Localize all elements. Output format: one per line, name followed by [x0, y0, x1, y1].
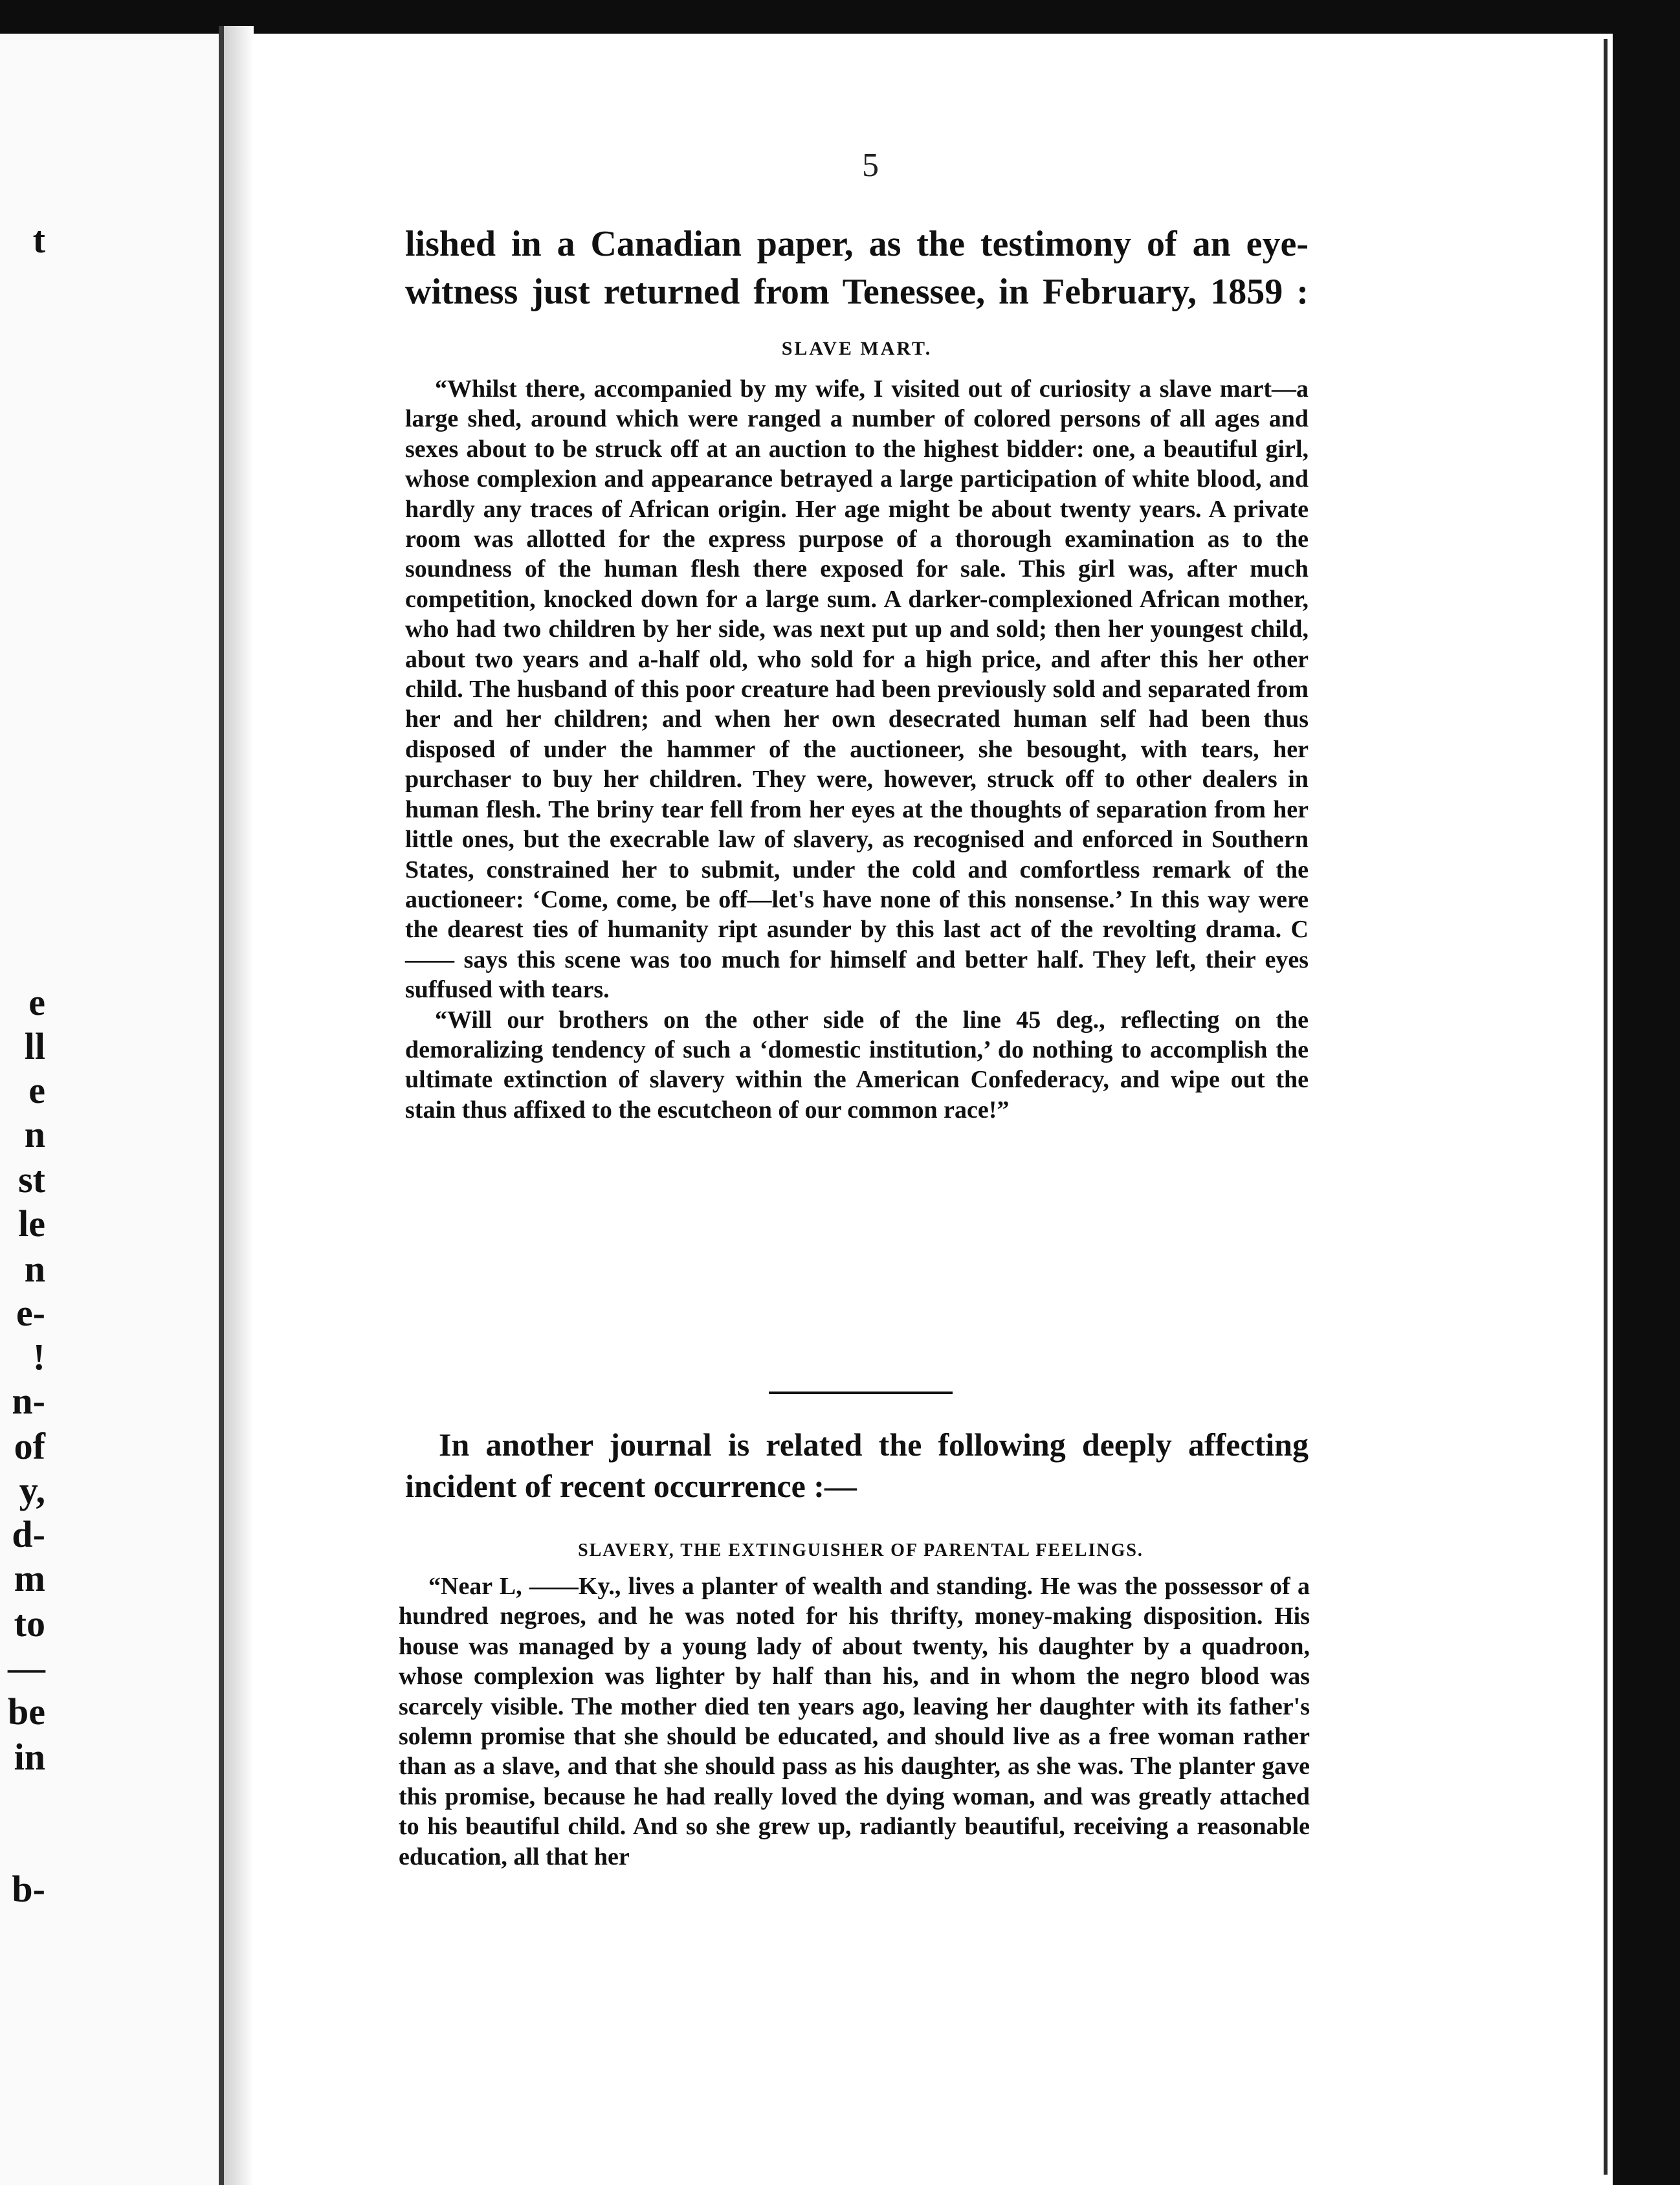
left-fragment: ll: [24, 1025, 45, 1067]
left-fragment: b-: [12, 1868, 45, 1910]
left-fragment: y,: [19, 1469, 45, 1511]
page-number: 5: [862, 147, 879, 184]
left-fragment: m: [14, 1557, 45, 1599]
left-fragment: to: [14, 1603, 45, 1645]
scan-right-border: [1613, 26, 1680, 2185]
left-fragment: n-: [12, 1380, 45, 1422]
left-fragment: t: [32, 219, 45, 261]
section-divider: [769, 1392, 953, 1394]
left-fragment: e-: [16, 1292, 45, 1334]
book-gutter-line: [219, 26, 224, 2185]
paragraph: “Will our brothers on the other side of the line 45 deg., reflecting on the demoralizing tendency of such a ‘domestic institution,’ do nothing to accomplish the ultimate extinction of slavery within the American Confederacy, and wipe out the stain thus affixed to the escutcheon of our common race!”: [405, 1006, 1309, 1124]
paragraph: “Near L, ——Ky., lives a planter of wealth and standing. He was the possessor of a hundred negroes, and he was noted for his thrifty, money-making disposition. His house was managed by a young lady of about twenty, his daughter by a quadroon, whose complexion was lighter by half than his, and in whom the negro blood was scarcely visible. The mother died ten years ago, leaving her daughter with its father's solemn promise that she should be educated, and should live as a free woman rather than as a slave, and that she should pass as his daughter, as she was. The planter gave this promise, because he had really loved the dying woman, and was greatly attached to his beautiful child. And so she grew up, radiantly beautiful, receiving a reasonable education, all that her: [399, 1573, 1310, 1870]
left-fragment: e: [28, 981, 45, 1023]
book-gutter-shadow: [224, 26, 254, 2185]
left-fragment: n: [24, 1113, 45, 1155]
left-fragment: be: [8, 1691, 45, 1733]
left-fragment: !: [32, 1336, 45, 1378]
left-fragment: le: [18, 1203, 45, 1245]
left-fragment: n: [24, 1248, 45, 1290]
section-heading-extinguisher: SLAVERY, THE EXTINGUISHER OF PARENTAL FEELINGS.: [578, 1540, 1144, 1560]
left-fragment: of: [14, 1425, 45, 1467]
left-fragment: —: [8, 1647, 45, 1689]
left-fragment: in: [14, 1736, 45, 1778]
left-fragment: e: [28, 1069, 45, 1111]
section-intro-paragraph: [405, 1424, 1309, 1507]
left-fragment: d-: [12, 1513, 45, 1555]
section-body-slave-mart: [405, 374, 1309, 1125]
section-body-extinguisher: [399, 1571, 1310, 1872]
paragraph: “Whilst there, accompanied by my wife, I visited out of curiosity a slave mart—a large shed, around which were ranged a number of colored persons of all ages and sexes about to be struck off at an auction to the highest bidder: one, a beautiful girl, whose complexion and appearance betrayed a large participation of white blood, and hardly any traces of African origin. Her age might be about twenty years. A private room was allotted for the express purpose of a thorough examination as to the soundness of the human flesh there exposed for sale. This girl was, after much competition, knocked down for a large sum. A darker-complexioned African mother, who had two children by her side, was next put up and sold; then her youngest child, about two years and a-half old, who sold for a high price, and after this her other child. The husband of this poor creature had been previously sold and separated from her and her children; and when her own desecrated human self had been thus disposed of under the hammer of the auctioneer, she besought, with tears, her purchaser to buy her children. They were, however, struck off to other dealers in human flesh. The briny tear fell from her eyes at the thoughts of separation from her little ones, but the execrable law of slavery, as recognised and enforced in Southern States, constrained her to submit, under the cold and comfortless remark of the auctioneer: ‘Come, come, be off—let's have none of this nonsense.’ In this way were the dearest ties of humanity ript asunder by this last act of the revolting drama. C—— says this scene was too much for himself and better half. They left, their eyes suffused with tears.: [405, 375, 1309, 1004]
paragraph: In another journal is related the following deeply affecting incident of recent occurrence :—: [405, 1426, 1309, 1504]
lead-paragraph: lished in a Canadian paper, as the testimony of an eye-witness just returned from Tenessee, in February, 1859 :: [405, 224, 1309, 312]
left-fragment: st: [18, 1159, 45, 1201]
section-heading-slave-mart: SLAVE MART.: [781, 338, 933, 359]
page-right-edge-line: [1604, 39, 1608, 2175]
